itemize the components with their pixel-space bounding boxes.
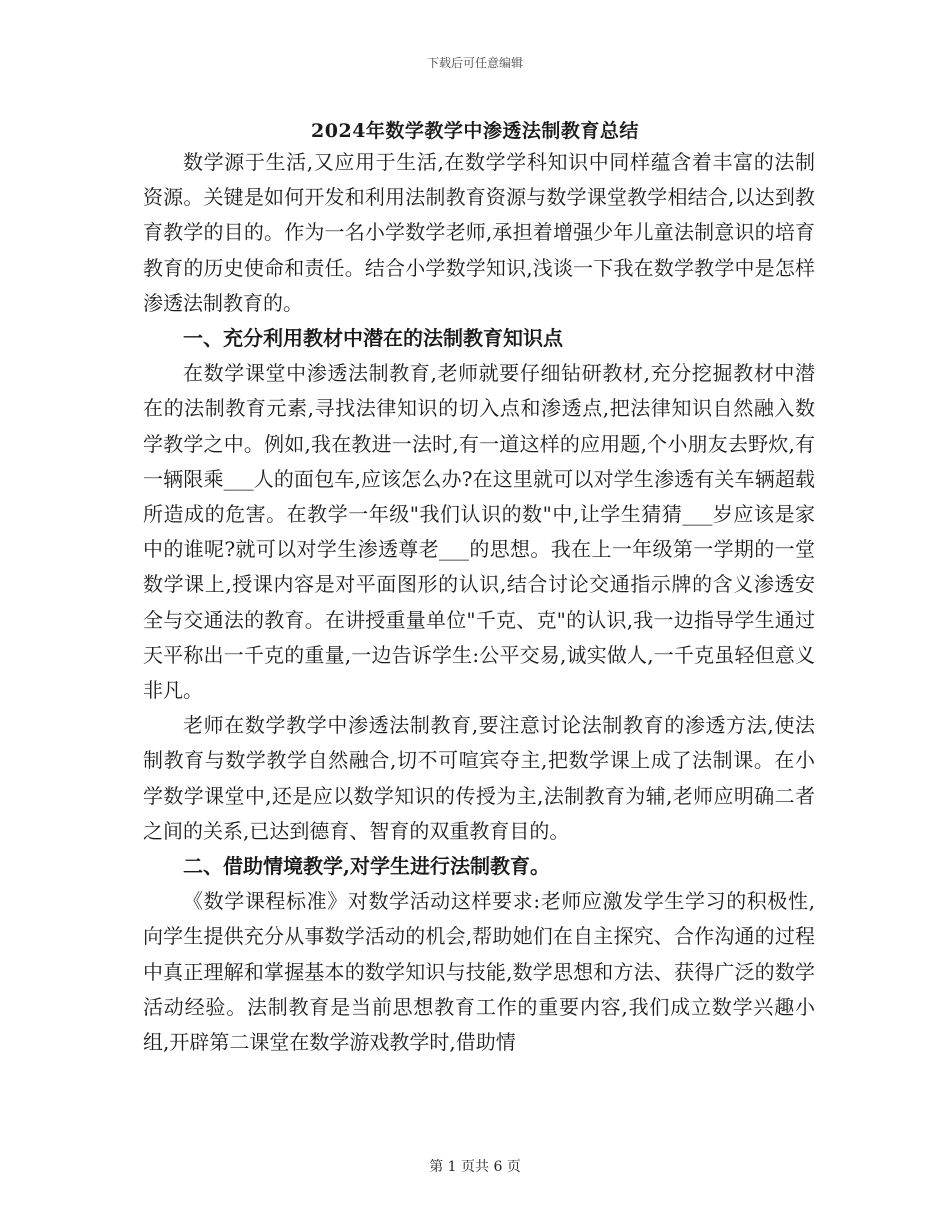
document-title: 2024年数学教学中渗透法制教育总结 <box>311 120 639 142</box>
intro-paragraph: 数学源于生活,又应用于生活,在数学学科知识中同样蕴含着丰富的法制资源。关键是如何开发和利用法制教育资源与数学课堂教学相结合,以达到教育教学的目的。作为一名小学数学老师,承担着增强少年儿童法制意识的培育教育的历史使命和责任。结合小学数学知识,浅谈一下我在数学教学中是怎样渗透法制教育的。 <box>143 150 815 315</box>
section-1-paragraph-1: 在数学课堂中渗透法制教育,老师就要仔细钻研教材,充分挖掘教材中潜在的法制教育元素,寻找法律知识的切入点和渗透点,把法律知识自然融入数学教学之中。例如,我在教进一法时,有一道这样的应用题,个小朋友去野炊,有一辆限乘___人的面包车,应该怎么办?在这里就可以对学生渗透有关车辆超载所造成的危害。在教学一年级"我们认识的数"中,让学生猜猜___岁应该是家中的谁呢?就可以对学生渗透尊老___的思想。我在上一年级第一学期的一堂数学课上,授课内容是对平面图形的认识,结合讨论交通指示牌的含义渗透安全与交通法的教育。在讲授重量单位"千克、克"的认识,我一边指导学生通过天平称出一千克的重量,一边告诉学生:公平交易,诚实做人,一千克虽轻但意义非凡。 <box>143 361 815 703</box>
section-2-paragraph-1: 《数学课程标准》对数学活动这样要求:老师应激发学生学习的积极性,向学生提供充分从事数学活动的机会,帮助她们在自主探究、合作沟通的过程中真正理解和掌握基本的数学知识与技能,数学思想和方法、获得广泛的数学活动经验。法制教育是当前思想教育工作的重要内容,我们成立数学兴趣小组,开辟第二课堂在数学游戏教学时,借助情 <box>143 889 815 1055</box>
document-body <box>143 145 815 1060</box>
section-heading-2: 二、借助情境教学,对学生进行法制教育。 <box>183 854 550 879</box>
section-heading-1: 一、充分利用教材中潜在的法制教育知识点 <box>183 326 563 351</box>
page-number-footer: 第 1 页共 6 页 <box>429 1159 521 1175</box>
section-1-paragraph-2: 老师在数学教学中渗透法制教育,要注意讨论法制教育的渗透方法,使法制教育与数学教学自然融合,切不可喧宾夺主,把数学课上成了法制课。在小学数学课堂中,还是应以数学知识的传授为主,法制教育为辅,老师应明确二者之间的关系,已达到德育、智育的双重教育目的。 <box>143 713 815 843</box>
header-note: 下载后可任意编辑 <box>426 56 523 70</box>
